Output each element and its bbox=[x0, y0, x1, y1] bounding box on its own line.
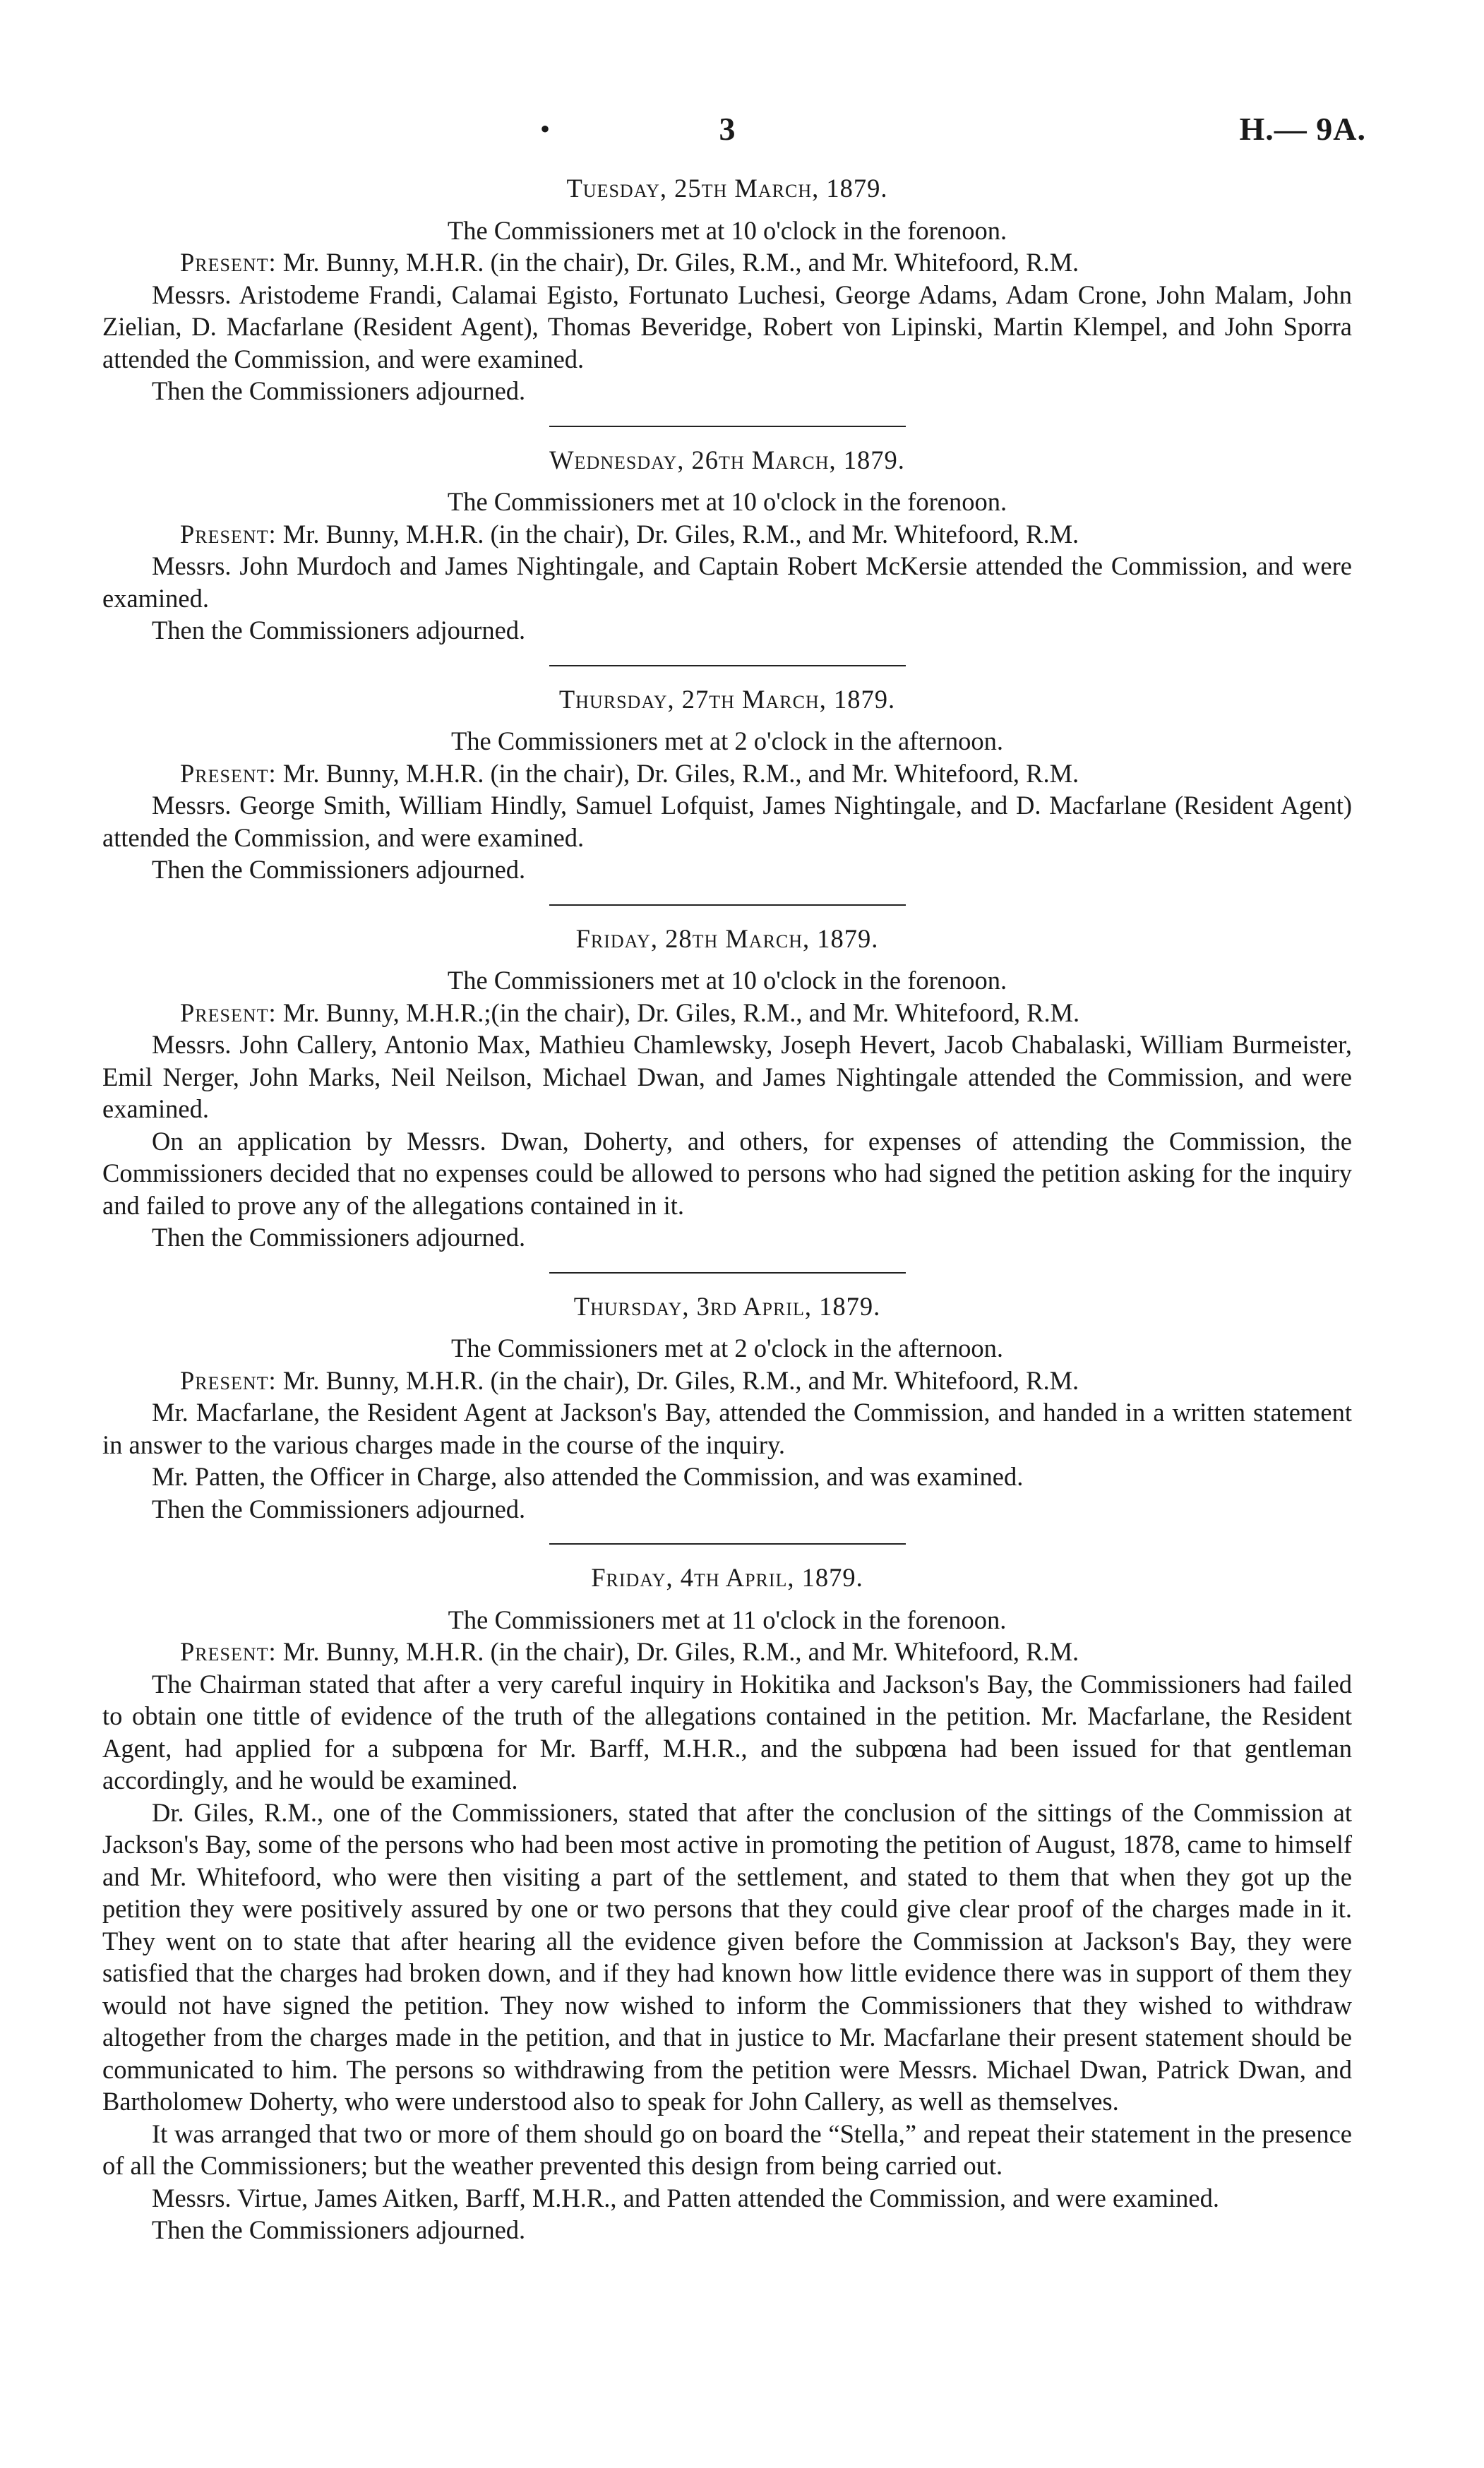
present-line bbox=[102, 518, 1352, 551]
minutes-paragraph: Dr. Giles, R.M., one of the Commissioners, stated that after the conclusion of the sittings of the Commission at Jackson's Bay, some of the persons who had been most active in promoting the petition of August, 1878, came to himself and Mr. Whitefoord, who were then visiting a part of the settlement, and stated to them that when they got up the petition they were positively assured by one or two persons that they could give clear proof of the charges made in it. They went on to state that after hearing all the evidence given before the Commission at Jackson's Bay, they were satisfied that the charges had broken down, and if they had known how little evidence there was in support of them they would not have signed the petition. They now wished to inform the Commissioners that they wished to withdraw altogether from the charges made in the petition, and that in justice to Mr. Macfarlane their present statement should be communicated to him. The persons so withdrawing from the petition were Messrs. Michael Dwan, Patrick Dwan, and Bartholomew Doherty, who were understood also to speak for John Callery, as well as themselves. bbox=[102, 1797, 1352, 2116]
present-line bbox=[102, 757, 1352, 790]
present-label: Present: bbox=[180, 998, 277, 1027]
minutes-paragraph: Messrs. John Callery, Antonio Max, Mathieu Chamlewsky, Joseph Hevert, Jacob Chabalaski, William Burmeister, Emil Nerger, John Marks, Neil Neilson, Michael Dwan, and James Nightingale attended the Commission, and were examined. bbox=[102, 1030, 1352, 1123]
section-divider bbox=[549, 1272, 906, 1274]
section-divider bbox=[549, 1543, 906, 1545]
minutes-section bbox=[102, 1290, 1352, 1526]
minutes-paragraph: It was arranged that two or more of them should go on board the “Stella,” and repeat their statement in the presence of all the Commissioners; but the weather prevented this design from being carried out. bbox=[102, 2119, 1352, 2180]
minutes-paragraph: Messrs. John Murdoch and James Nightingale, and Captain Robert McKersie attended the Commission, and were examined. bbox=[102, 551, 1352, 613]
document-page bbox=[102, 111, 1366, 2246]
page-header bbox=[102, 111, 1366, 162]
present-members: Mr. Bunny, M.H.R. (in the chair), Dr. Giles, R.M., and Mr. Whitefoord, R.M. bbox=[276, 1365, 1079, 1395]
meeting-time: The Commissioners met at 10 o'clock in the forenoon. bbox=[447, 487, 1007, 516]
minutes-section bbox=[102, 683, 1352, 886]
adjourned-line: Then the Commissioners adjourned. bbox=[152, 1494, 526, 1523]
adjourned-line: Then the Commissioners adjourned. bbox=[152, 376, 526, 405]
minutes-paragraph: Messrs. Aristodeme Frandi, Calamai Egisto, Fortunato Luchesi, George Adams, Adam Crone, John Malam, John Zielian, D. Macfarlane (Resident Agent), Thomas Beveridge, Robert von Lipinski, Martin Klempel, and John Sporra attended the Commission, and were examined. bbox=[102, 280, 1352, 373]
present-label: Present: bbox=[180, 248, 277, 277]
meeting-date: Thursday, 27th March, 1879. bbox=[558, 684, 896, 714]
present-members: Mr. Bunny, M.H.R. (in the chair), Dr. Giles, R.M., and Mr. Whitefoord, R.M. bbox=[276, 1637, 1079, 1666]
document-reference: H.— 9A. bbox=[1239, 111, 1366, 147]
page-number: 3 bbox=[719, 111, 736, 147]
minutes-paragraph: Messrs. George Smith, William Hindly, Samuel Lofquist, James Nightingale, and D. Macfarlane (Resident Agent) attended the Commission, and were examined. bbox=[102, 791, 1352, 852]
present-members: Mr. Bunny, M.H.R.;(in the chair), Dr. Giles, R.M., and Mr. Whitefoord, R.M. bbox=[276, 998, 1080, 1027]
present-members: Mr. Bunny, M.H.R. (in the chair), Dr. Giles, R.M., and Mr. Whitefoord, R.M. bbox=[276, 758, 1079, 788]
meeting-date: Tuesday, 25th March, 1879. bbox=[566, 174, 888, 203]
present-label: Present: bbox=[180, 1365, 277, 1395]
meeting-time: The Commissioners met at 2 o'clock in the afternoon. bbox=[450, 1334, 1004, 1362]
present-label: Present: bbox=[180, 519, 277, 549]
meeting-time: The Commissioners met at 11 o'clock in the forenoon. bbox=[448, 1605, 1007, 1634]
present-label: Present: bbox=[180, 1637, 277, 1666]
minutes-section bbox=[102, 172, 1352, 407]
minutes-section bbox=[102, 1562, 1352, 2246]
meeting-date: Thursday, 3rd April, 1879. bbox=[573, 1291, 881, 1321]
minutes-paragraph: Messrs. Virtue, James Aitken, Barff, M.H.R., and Patten attended the Commission, and were examined. bbox=[152, 2183, 1219, 2212]
present-line bbox=[102, 246, 1352, 279]
present-label: Present: bbox=[180, 758, 277, 788]
present-members: Mr. Bunny, M.H.R. (in the chair), Dr. Giles, R.M., and Mr. Whitefoord, R.M. bbox=[276, 248, 1079, 277]
meeting-time: The Commissioners met at 10 o'clock in the forenoon. bbox=[447, 966, 1007, 995]
meeting-time: The Commissioners met at 10 o'clock in the forenoon. bbox=[447, 215, 1007, 245]
stray-dot: • bbox=[540, 113, 551, 145]
minutes-paragraph: Mr. Patten, the Officer in Charge, also attended the Commission, and was examined. bbox=[152, 1462, 1024, 1491]
minutes-paragraph: On an application by Messrs. Dwan, Doherty, and others, for expenses of attending the Commission, the Commissioners decided that no expenses could be allowed to persons who had signed the petition asking for the inquiry and failed to prove any of the allegations contained in it. bbox=[102, 1126, 1352, 1220]
adjourned-line: Then the Commissioners adjourned. bbox=[152, 1223, 526, 1252]
section-divider bbox=[549, 904, 906, 906]
adjourned-line: Then the Commissioners adjourned. bbox=[152, 2215, 526, 2244]
adjourned-line: Then the Commissioners adjourned. bbox=[152, 855, 526, 884]
present-line bbox=[102, 997, 1352, 1029]
meeting-date: Friday, 4th April, 1879. bbox=[591, 1563, 863, 1592]
present-line bbox=[102, 1636, 1352, 1668]
meeting-date: Wednesday, 26th March, 1879. bbox=[549, 445, 905, 474]
minutes-section bbox=[102, 444, 1352, 647]
section-divider bbox=[549, 426, 906, 427]
section-divider bbox=[549, 665, 906, 666]
minutes-paragraph: The Chairman stated that after a very careful inquiry in Hokitika and Jackson's Bay, the Commissioners had failed to obtain one tittle of evidence of the truth of the allegations contained in the petition. Mr. Macfarlane, the Resident Agent, had applied for a subpœna for Mr. Barff, M.H.R., and the subpœna had been issued for that gentleman accordingly, and he would be examined. bbox=[102, 1669, 1352, 1795]
present-members: Mr. Bunny, M.H.R. (in the chair), Dr. Giles, R.M., and Mr. Whitefoord, R.M. bbox=[276, 519, 1079, 549]
minutes-paragraph: Mr. Macfarlane, the Resident Agent at Jackson's Bay, attended the Commission, and handed in a written statement in answer to the various charges made in the course of the inquiry. bbox=[102, 1398, 1352, 1459]
meeting-date: Friday, 28th March, 1879. bbox=[575, 923, 879, 953]
present-line bbox=[102, 1365, 1352, 1397]
meeting-time: The Commissioners met at 2 o'clock in the afternoon. bbox=[450, 726, 1004, 755]
adjourned-line: Then the Commissioners adjourned. bbox=[152, 616, 526, 645]
minutes-section bbox=[102, 923, 1352, 1254]
